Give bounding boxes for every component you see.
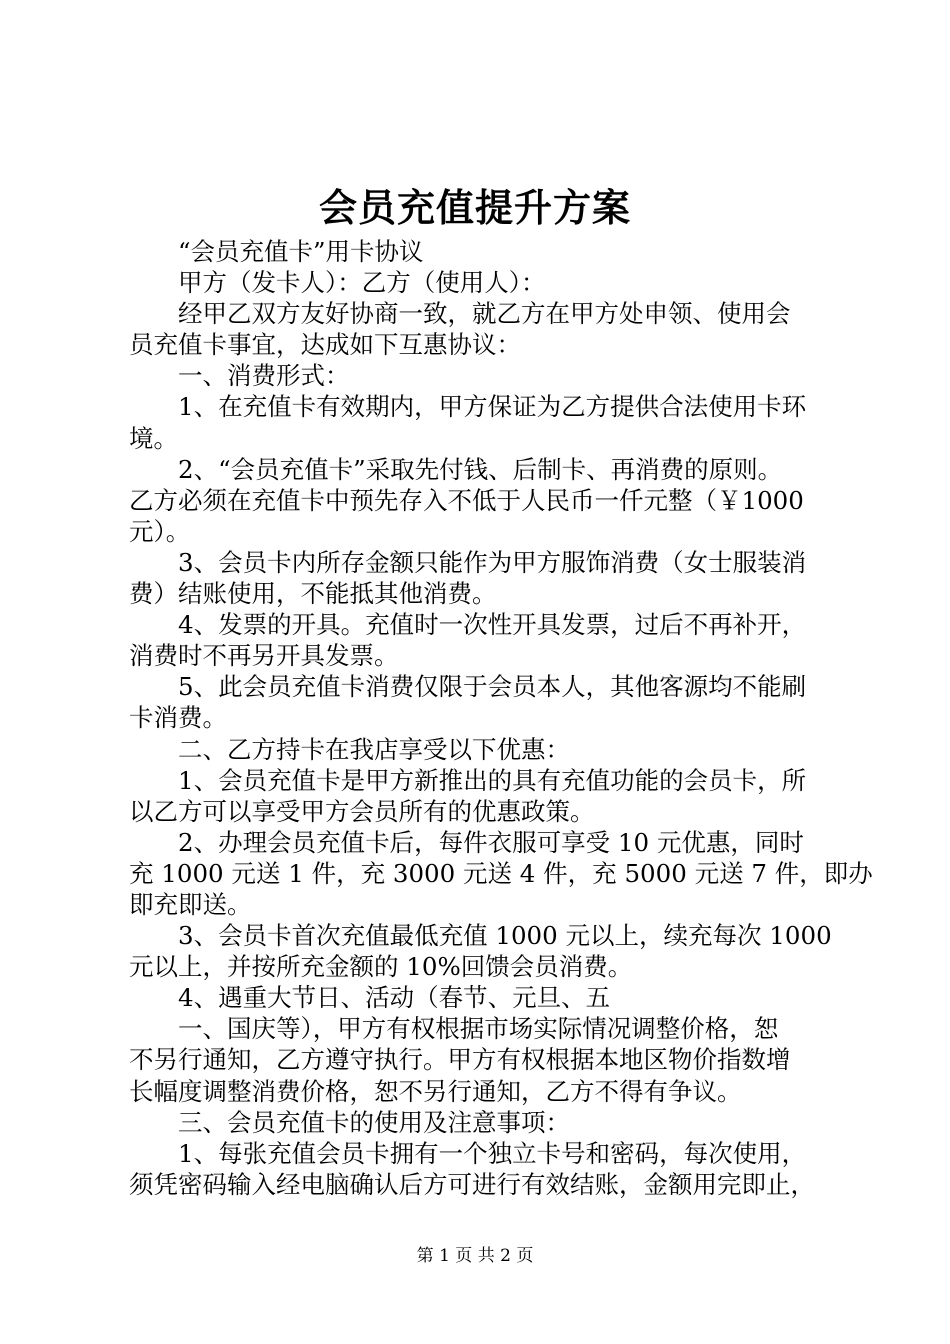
document-title: 会员充值提升方案 (318, 185, 631, 230)
body-line: 一、国庆等），甲方有权根据市场实际情况调整价格，恕 (178, 1014, 779, 1044)
body-line: 5、此会员充值卡消费仅限于会员本人，其他客源均不能刷 (178, 672, 807, 702)
body-line: 消费时不再另开具发票。 (129, 641, 399, 671)
body-line: 甲方（发卡人）：乙方（使用人）： (178, 268, 546, 298)
body-line: 卡消费。 (129, 703, 227, 733)
body-line: “会员充值卡”用卡协议 (178, 237, 424, 266)
body-line: 经甲乙双方友好协商一致，就乙方在甲方处申领、使用会 (178, 299, 791, 329)
body-line: 2、“会员充值卡”采取先付钱、后制卡、再消费的原则。 (178, 454, 783, 484)
body-line: 3、会员卡首次充值最低充值 1000 元以上，续充每次 1000 (178, 921, 832, 951)
body-line: 4、发票的开具。充值时一次性开具发票，过后不再补开， (178, 610, 807, 640)
document-body (129, 236, 873, 1200)
body-line: 长幅度调整消费价格，恕不另行通知，乙方不得有争议。 (129, 1076, 742, 1106)
body-line: 充 1000 元送 1 件，充 3000 元送 4 件，充 5000 元送 7 件，即办 (129, 858, 873, 888)
body-line: 费）结账使用，不能抵其他消费。 (129, 579, 497, 609)
body-line: 1、会员充值卡是甲方新推出的具有充值功能的会员卡，所 (178, 765, 807, 795)
body-line: 须凭密码输入经电脑确认后方可进行有效结账，金额用完即止， (129, 1169, 815, 1199)
body-line: 境。 (129, 423, 178, 453)
body-line: 4、遇重大节日、活动（春节、元旦、五 (178, 983, 611, 1013)
body-line: 不另行通知，乙方遵守执行。甲方有权根据本地区物价指数增 (129, 1045, 791, 1075)
body-line: 乙方必须在充值卡中预先存入不低于人民币一仟元整（￥1000 (129, 485, 804, 515)
body-line: 员充值卡事宜，达成如下互惠协议： (129, 330, 521, 360)
body-line: 2、办理会员充值卡后，每件衣服可享受 10 元优惠，同时 (178, 827, 804, 857)
body-line: 二、乙方持卡在我店享受以下优惠： (178, 734, 570, 764)
body-line: 即充即送。 (129, 889, 252, 919)
body-line: 一、消费形式： (178, 361, 350, 391)
body-line: 以乙方可以享受甲方会员所有的优惠政策。 (129, 796, 595, 826)
body-line: 三、会员充值卡的使用及注意事项： (178, 1107, 570, 1137)
body-line: 元以上，并按所充金额的 10%回馈会员消费。 (129, 952, 633, 982)
body-line: 元）。 (129, 516, 191, 546)
body-line: 1、在充值卡有效期内，甲方保证为乙方提供合法使用卡环 (178, 392, 807, 422)
page-footer: 第 1 页 共 2 页 (416, 1246, 534, 1266)
body-line: 1、每张充值会员卡拥有一个独立卡号和密码，每次使用， (178, 1138, 807, 1168)
body-line: 3、会员卡内所存金额只能作为甲方服饰消费（女士服装消 (178, 547, 807, 577)
